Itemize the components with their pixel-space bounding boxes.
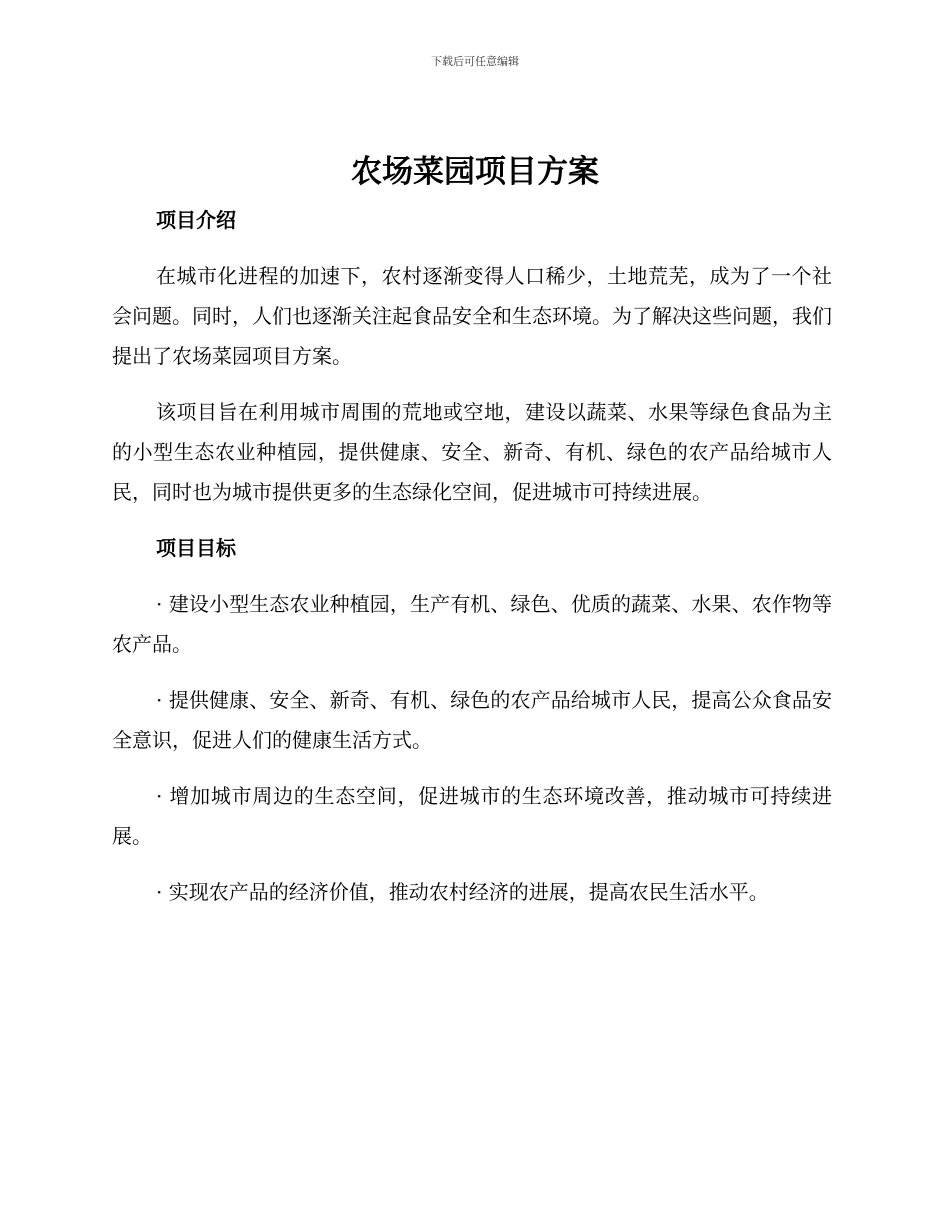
intro-paragraph-1: 在城市化进程的加速下，农村逐渐变得人口稀少，土地荒芜，成为了一个社会问题。同时，人们也逐渐关注起食品安全和生态环境。为了解决这些问题，我们提出了农场菜园项目方案。 xyxy=(112,264,832,368)
section-heading-intro: 项目介绍 xyxy=(156,208,236,232)
document-title: 农场菜园项目方案 xyxy=(351,154,599,190)
page-header: 下载后可任意编辑 xyxy=(431,55,519,68)
intro-paragraph-2: 该项目旨在利用城市周围的荒地或空地，建设以蔬菜、水果等绿色食品为主的小型生态农业种植园，提供健康、安全、新奇、有机、绿色的农产品给城市人民，同时也为城市提供更多的生态绿化空间，促进城市可持续进展。 xyxy=(112,400,832,504)
goal-bullet-3: · 增加城市周边的生态空间，促进城市的生态环境改善，推动城市可持续进展。 xyxy=(112,784,832,848)
document-body xyxy=(112,200,832,912)
goal-bullet-1: · 建设小型生态农业种植园，生产有机、绿色、优质的蔬菜、水果、农作物等农产品。 xyxy=(112,592,832,656)
goal-bullet-4: · 实现农产品的经济价值，推动农村经济的进展，提高农民生活水平。 xyxy=(156,880,769,904)
section-heading-goals: 项目目标 xyxy=(156,536,236,560)
goal-bullet-2: · 提供健康、安全、新奇、有机、绿色的农产品给城市人民，提高公众食品安全意识，促进人们的健康生活方式。 xyxy=(112,688,832,752)
